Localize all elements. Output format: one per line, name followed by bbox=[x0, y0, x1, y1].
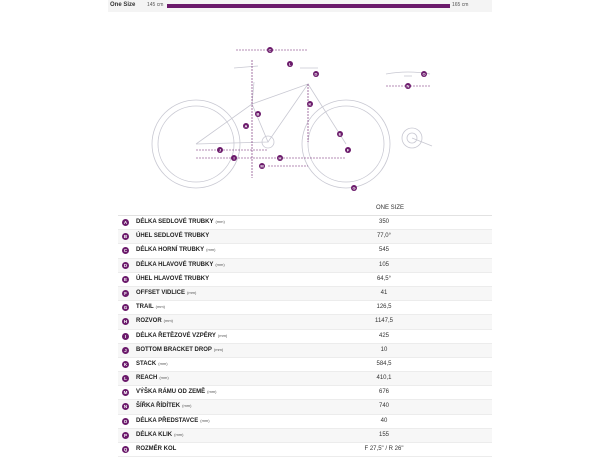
marker-o: O bbox=[422, 71, 426, 77]
row-badge: F bbox=[122, 290, 129, 297]
row-unit: (mm) bbox=[206, 247, 216, 253]
table-row bbox=[118, 315, 492, 329]
row-unit: (mm) bbox=[158, 360, 168, 366]
row-unit: (mm) bbox=[217, 332, 228, 338]
row-unit: (mm) bbox=[215, 261, 225, 267]
row-badge: G bbox=[123, 305, 128, 311]
row-badge: J bbox=[122, 347, 129, 354]
row-label bbox=[136, 262, 225, 268]
marker-c: C bbox=[268, 47, 272, 53]
row-unit: (mm) bbox=[207, 389, 217, 395]
row-badge: E bbox=[123, 276, 127, 282]
row-label-text: DÉLKA PŘEDSTAVCE bbox=[136, 417, 199, 424]
row-badge: N bbox=[123, 404, 128, 410]
row-value: 425 bbox=[378, 332, 389, 339]
row-value: 1147,5 bbox=[375, 318, 393, 325]
row-value: 410,1 bbox=[376, 375, 392, 382]
row-label-text: VÝŠKA RÁMU OD ZEMĚ bbox=[136, 389, 206, 396]
geometry-table bbox=[118, 202, 492, 457]
row-value: 64,5° bbox=[376, 275, 392, 282]
row-unit: (mm) bbox=[200, 417, 210, 423]
row-label-text: ROZVOR bbox=[136, 318, 162, 325]
row-unit: (mm) bbox=[182, 403, 192, 409]
row-label-text: OFFSET VIDLICE bbox=[136, 289, 186, 296]
row-label bbox=[136, 418, 210, 424]
row-badge: C bbox=[123, 248, 128, 254]
row-value: 77,0° bbox=[376, 233, 392, 240]
row-unit: (mm) bbox=[155, 304, 165, 310]
row-value: 740 bbox=[378, 403, 389, 410]
row-label-text: ROZMĚR KOL bbox=[136, 446, 177, 452]
row-unit: (mm) bbox=[213, 346, 224, 352]
row-label bbox=[136, 290, 196, 296]
row-badge: K bbox=[123, 361, 128, 367]
table-row bbox=[118, 358, 492, 372]
marker-a: A bbox=[244, 123, 248, 129]
marker-j: J bbox=[218, 147, 222, 153]
row-label-text: REACH bbox=[136, 375, 158, 382]
row-badge: L bbox=[122, 375, 129, 382]
row-label-text: DÉLKA HLAVOVÉ TRUBKY bbox=[136, 261, 214, 268]
row-badge: A bbox=[123, 220, 128, 225]
marker-n: N bbox=[406, 83, 410, 89]
row-label-text: DÉLKA HORNÍ TRUBKY bbox=[136, 247, 205, 254]
size-range-fill bbox=[167, 4, 450, 8]
row-label bbox=[136, 219, 225, 225]
row-value: 40 bbox=[380, 417, 388, 424]
table-row bbox=[118, 259, 492, 273]
row-label bbox=[136, 304, 165, 310]
row-label-text: TRAIL bbox=[136, 304, 154, 311]
row-badge: P bbox=[123, 432, 127, 438]
row-label bbox=[136, 318, 173, 324]
size-min-label: 145 cm bbox=[147, 2, 164, 8]
row-label bbox=[136, 247, 215, 253]
table-row bbox=[118, 244, 492, 258]
row-value: 105 bbox=[378, 261, 389, 268]
size-column-header: ONE SIZE bbox=[376, 205, 405, 211]
table-row bbox=[118, 287, 492, 301]
row-label-text: DÉLKA ŘETĚZOVÉ VZPĚRY bbox=[136, 332, 216, 339]
row-label bbox=[136, 347, 223, 353]
marker-k: K bbox=[308, 101, 312, 107]
marker-b: B bbox=[256, 111, 260, 117]
marker-l: L bbox=[288, 61, 292, 67]
row-unit: (mm) bbox=[215, 219, 225, 224]
row-label-text: ŠÍŘKA ŘÍDÍTEK bbox=[136, 403, 181, 410]
row-badge: O bbox=[123, 418, 128, 424]
row-label bbox=[136, 432, 183, 438]
table-row bbox=[118, 429, 492, 443]
table-row bbox=[118, 400, 492, 414]
row-label bbox=[136, 389, 216, 395]
row-badge: B bbox=[123, 234, 128, 240]
bike-geometry-diagram bbox=[150, 38, 450, 198]
row-label bbox=[136, 333, 227, 339]
table-row bbox=[118, 230, 492, 244]
row-label-text: STACK bbox=[136, 360, 157, 367]
seat bbox=[234, 66, 258, 68]
row-value: 545 bbox=[378, 247, 389, 254]
size-max-label: 165 cm bbox=[452, 2, 469, 8]
row-label bbox=[136, 375, 169, 381]
row-value: 10 bbox=[380, 346, 388, 353]
row-label bbox=[136, 276, 211, 282]
marker-e: E bbox=[338, 131, 342, 137]
table-row bbox=[118, 386, 492, 400]
marker-f: F bbox=[346, 147, 350, 153]
table-row bbox=[118, 344, 492, 358]
row-badge: H bbox=[123, 319, 128, 325]
row-label bbox=[136, 233, 211, 239]
marker-m: M bbox=[260, 163, 264, 169]
row-badge: Q bbox=[123, 447, 128, 452]
row-value: 126,5 bbox=[376, 304, 392, 311]
row-unit: (mm) bbox=[187, 289, 197, 295]
row-label-text: DÉLKA SEDLOVÉ TRUBKY bbox=[136, 219, 214, 225]
row-label bbox=[136, 403, 191, 409]
row-value: F 27,5" / R 26" bbox=[364, 446, 404, 452]
table-row bbox=[118, 330, 492, 344]
row-value: 41 bbox=[380, 289, 388, 296]
table-row bbox=[118, 301, 492, 315]
row-label-text: BOTTOM BRACKET DROP bbox=[136, 346, 212, 353]
row-label-text: ÚHEL SEDLOVÉ TRUBKY bbox=[136, 233, 210, 240]
row-badge: D bbox=[123, 262, 128, 268]
table-body bbox=[118, 216, 492, 457]
row-label bbox=[136, 446, 178, 452]
row-unit: (mm) bbox=[174, 431, 184, 437]
row-value: 350 bbox=[378, 219, 389, 225]
row-label-text: DÉLKA KLIK bbox=[136, 431, 173, 438]
row-value: 155 bbox=[378, 431, 389, 438]
table-row bbox=[118, 415, 492, 429]
table-header bbox=[118, 202, 492, 216]
row-label-text: ÚHEL HLAVOVÉ TRUBKY bbox=[136, 275, 210, 282]
row-unit: (mm) bbox=[163, 318, 173, 324]
table-row bbox=[118, 443, 492, 457]
crank-detail bbox=[402, 128, 432, 148]
marker-h: H bbox=[278, 155, 282, 161]
row-badge: M bbox=[123, 390, 128, 396]
table-row bbox=[118, 273, 492, 287]
row-value: 584,5 bbox=[376, 360, 392, 367]
size-label: One Size bbox=[110, 2, 136, 8]
marker-d: D bbox=[314, 71, 318, 77]
marker-g: G bbox=[352, 185, 356, 191]
row-badge: I bbox=[122, 333, 129, 340]
row-value: 676 bbox=[378, 389, 389, 396]
table-row bbox=[118, 216, 492, 230]
row-label bbox=[136, 361, 168, 367]
marker-i: I bbox=[233, 155, 235, 161]
row-unit: (mm) bbox=[159, 375, 169, 381]
table-row bbox=[118, 372, 492, 386]
